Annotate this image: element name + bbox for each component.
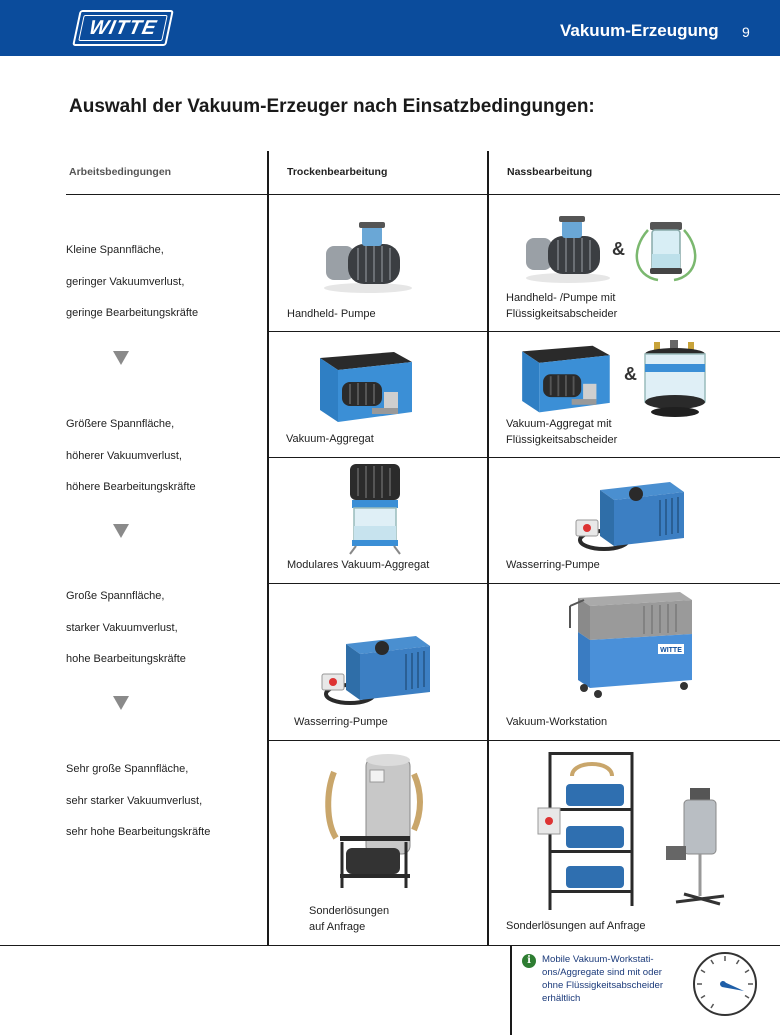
handheld-pump-image (318, 216, 416, 296)
fluid-separator-tank-image (640, 340, 710, 420)
condition-line: Sehr große Spannfläche, (66, 763, 189, 775)
caption-line: Wasserring-Pumpe (506, 559, 600, 571)
vacuum-unit-image (312, 346, 418, 430)
vacuum-workstation-image (564, 588, 696, 700)
caption-dry-4 (294, 715, 388, 731)
logo-text: WITTE (87, 16, 160, 39)
condition-line: höhere Bearbeitungskräfte (66, 481, 196, 493)
table-rule (268, 740, 780, 741)
caption-line: Flüssigkeitsabscheider (506, 433, 618, 446)
condition-line: sehr hohe Bearbeitungskräfte (66, 826, 211, 838)
column-header-dry: Trockenbearbeitung (287, 166, 388, 178)
caption-line: Vakuum-Workstation (506, 716, 608, 728)
down-arrow-icon (113, 351, 129, 365)
vacuum-unit-with-separator-image (514, 340, 616, 420)
condition-line: starker Vakuumverlust, (66, 621, 178, 634)
caption-line: Handheld- /Pumpe mit (506, 292, 616, 304)
ampersand-symbol: & (612, 239, 625, 259)
condition-group-4 (66, 754, 210, 849)
fluid-separator-image (628, 210, 704, 286)
modular-vacuum-unit-image (342, 460, 410, 556)
page-title: Auswahl der Vakuum-Erzeuger nach Einsatzbedingungen: (69, 96, 595, 117)
table-rule (268, 583, 780, 584)
caption-line: Vakuum-Aggregat mit (506, 418, 612, 430)
column-header-conditions: Arbeitsbedingungen (69, 166, 172, 178)
caption-line: Wasserring-Pumpe (294, 716, 388, 728)
condition-line: Große Spannfläche, (66, 590, 165, 602)
page-number: 9 (742, 24, 750, 40)
condition-group-3 (66, 581, 186, 676)
table-rule (0, 945, 780, 946)
table-rule (268, 331, 780, 332)
condition-group-1 (66, 235, 198, 330)
caption-line: Vakuum-Aggregat (286, 433, 374, 445)
condition-line: Kleine Spannfläche, (66, 244, 164, 256)
custom-tank-system-image (322, 752, 426, 898)
caption-wet-3 (506, 558, 600, 574)
section-title: Vakuum-Erzeugung (560, 21, 719, 40)
caption-wet-1 (506, 291, 617, 322)
column-divider (487, 151, 489, 946)
caption-wet-2 (506, 417, 617, 448)
caption-dry-5 (309, 904, 389, 935)
caption-dry-3 (287, 558, 429, 574)
caption-line: Handheld- Pumpe (287, 308, 376, 320)
caption-dry-1 (287, 307, 376, 323)
gauge-icon (692, 951, 758, 1017)
svg-text:WITTE: WITTE (660, 647, 682, 654)
liquid-ring-pump-image (560, 474, 690, 558)
caption-line: Sonderlösungen auf Anfrage (506, 920, 646, 932)
caption-dry-2 (286, 432, 374, 448)
witte-logo (72, 10, 174, 46)
custom-rack-system-image (532, 746, 654, 914)
ampersand-symbol: & (624, 364, 637, 384)
column-divider (510, 945, 512, 1035)
info-note: Mobile Vakuum-Workstati-ons/Aggregate sind mit oder ohne Flüssigkeitsabscheider erhältlich (542, 954, 664, 1004)
condition-line: hohe Bearbeitungskräfte (66, 653, 186, 665)
down-arrow-icon (113, 524, 129, 538)
table-rule (66, 194, 780, 195)
caption-line: Flüssigkeitsabscheider (506, 307, 618, 320)
column-divider (267, 151, 269, 946)
condition-line: höherer Vakuumverlust, (66, 449, 182, 462)
column-header-wet: Nassbearbeitung (507, 166, 593, 178)
info-icon: i (522, 954, 536, 968)
condition-line: Größere Spannfläche, (66, 418, 175, 430)
caption-line: Modulares Vakuum-Aggregat (287, 559, 430, 571)
header-bar (0, 0, 780, 56)
condition-line: sehr starker Vakuumverlust, (66, 794, 203, 807)
condition-line: geringe Bearbeitungskräfte (66, 307, 199, 319)
separator-stand-image (662, 784, 742, 910)
down-arrow-icon (113, 696, 129, 710)
condition-line: geringer Vakuumverlust, (66, 275, 185, 288)
caption-wet-5 (506, 919, 645, 935)
caption-line: auf Anfrage (309, 920, 366, 933)
liquid-ring-pump-image (306, 628, 436, 712)
handheld-pump-with-separator-image (520, 212, 616, 284)
caption-line: Sonderlösungen (309, 905, 390, 917)
condition-group-2 (66, 409, 196, 504)
table-rule (268, 457, 780, 458)
caption-wet-4 (506, 715, 607, 731)
